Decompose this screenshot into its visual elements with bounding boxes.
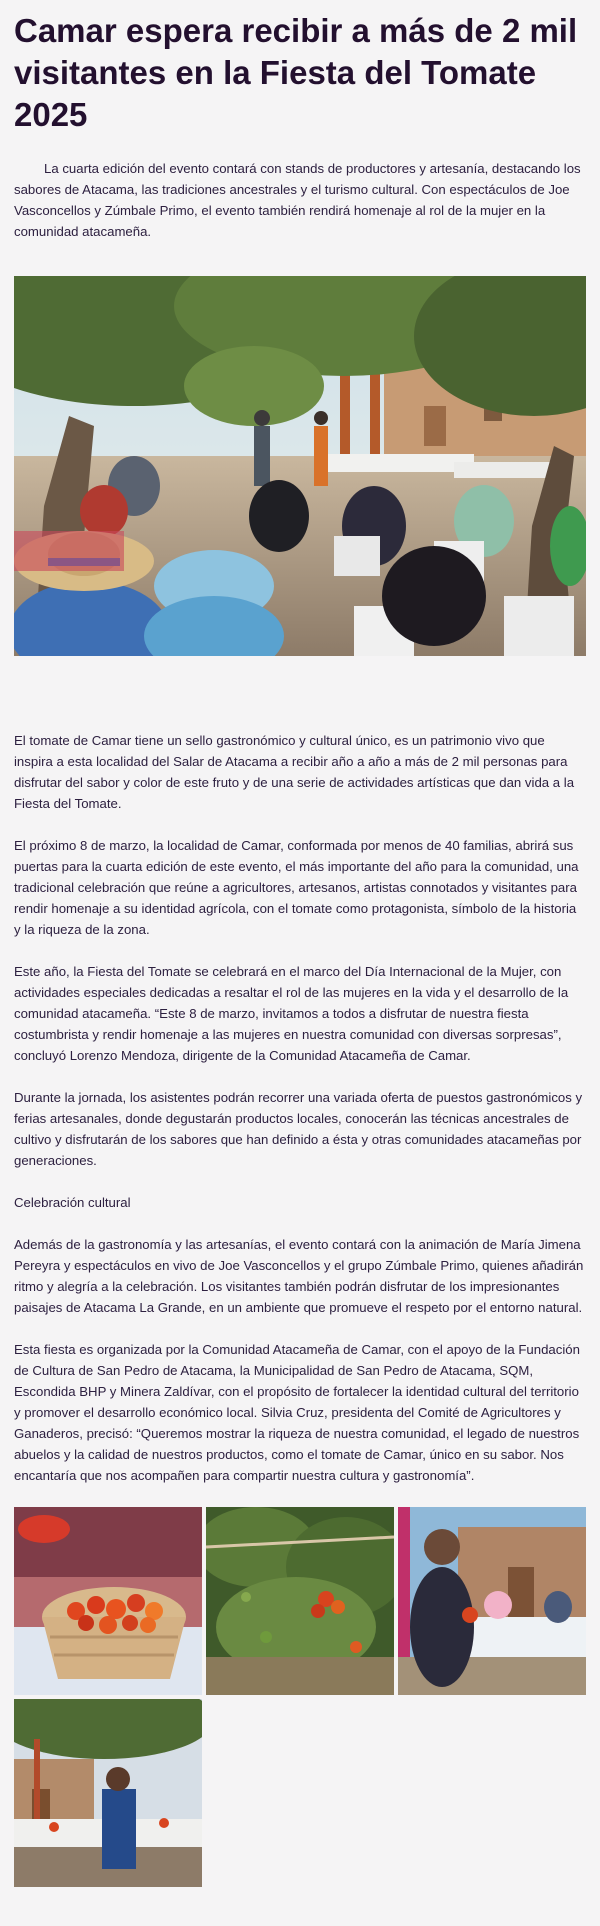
gallery-photo-tomato-basket[interactable] xyxy=(14,1507,202,1695)
body-paragraph: Esta fiesta es organizada por la Comunidad Atacameña de Camar, con el apoyo de la Fundación de Cultura de San Pedro de Atacama, la Municipalidad de San Pedro de Atacama, SQM, Escondida BHP y Minera Zaldívar, con el propósito de fortalecer la identidad cultural del territorio y promover el desarrollo económico local. Silvia Cruz, presidenta del Comité de Agricultores y Ganaderos, precisó: “Queremos mostrar la riqueza de nuestra comunidad, el legado de nuestros abuelos y la calidad de nuestros productos, como el tomate de Camar, único en su sabor. Nos encantaría que nos acompañen para compartir nuestra cultura y gastronomía”. xyxy=(14,1342,580,1483)
section-subheading: Celebración cultural xyxy=(14,1195,131,1210)
gallery-photo-woman-speaking[interactable] xyxy=(14,1699,202,1887)
woman-speaking-illustration xyxy=(14,1699,202,1887)
body-paragraph: El tomate de Camar tiene un sello gastronómico y cultural único, es un patrimonio vivo que inspira a esta localidad del Salar de Atacama a recibir año a año a más de 2 mil personas para disfrutar del sabor y color de este fruto y de una serie de actividades artísticas que dan vida a la Fiesta del Tomate. xyxy=(14,733,575,811)
article-title: Camar espera recibir a más de 2 mil visitantes en la Fiesta del Tomate 2025 xyxy=(14,12,578,133)
article-body xyxy=(14,730,586,1486)
hero-photo-illustration xyxy=(14,276,586,656)
photo-gallery xyxy=(14,1507,586,1887)
tomato-basket-illustration xyxy=(14,1507,202,1695)
body-paragraph: El próximo 8 de marzo, la localidad de Camar, conformada por menos de 40 familias, abrirá sus puertas para la cuarta edición de este evento, el más importante del año para la comunidad, una tradicional celebración que reúne a agricultores, artesanos, artistas connotados y visitantes para rendir homenaje a su identidad agrícola, con el tomate como protagonista, símbolo de la historia y la riqueza de la zona. xyxy=(14,838,579,937)
gallery-photo-tomato-plant[interactable] xyxy=(206,1507,394,1695)
body-paragraph: Durante la jornada, los asistentes podrán recorrer una variada oferta de puestos gastronómicos y ferias artesanales, donde degustarán productos locales, conocerán las técnicas ancestrales de cultivo y disfrutarán de los sabores que han definido a ésta y otras comunidades atacameñas por generaciones. xyxy=(14,1090,583,1168)
article-lead: La cuarta edición del evento contará con stands de productores y artesanía, destacando los sabores de Atacama, las tradiciones ancestrales y el turismo cultural. Con espectáculos de Joe Vasconcellos y Zúmbale Primo, el evento también rendirá homenaje al rol de la mujer en la comunidad atacameña. xyxy=(14,161,581,239)
body-paragraph: Este año, la Fiesta del Tomate se celebrará en el marco del Día Internacional de la Mujer, con actividades especiales dedicadas a resaltar el rol de las mujeres en la vida y el desarrollo de la comunidad atacameña. “Este 8 de marzo, invitamos a todos a disfrutar de nuestra fiesta costumbrista y rendir homenaje a las mujeres en nuestra comunidad con diversas sorpresas”, concluyó Lorenzo Mendoza, dirigente de la Comunidad Atacameña de Camar. xyxy=(14,964,569,1063)
hero-photo xyxy=(14,276,586,656)
body-paragraph: Además de la gastronomía y las artesanías, el evento contará con la animación de María Jimena Pereyra y espectáculos en vivo de Joe Vasconcellos y el grupo Zúmbale Primo, quienes añadirán ritmo y alegría a la celebración. Los visitantes también podrán disfrutar de los impresionantes paisajes de Atacama La Grande, en un ambiente que promueve el respeto por el entorno natural. xyxy=(14,1237,584,1315)
tomato-plant-illustration xyxy=(206,1507,394,1695)
woman-table-illustration xyxy=(398,1507,586,1695)
gallery-photo-woman-table[interactable] xyxy=(398,1507,586,1695)
